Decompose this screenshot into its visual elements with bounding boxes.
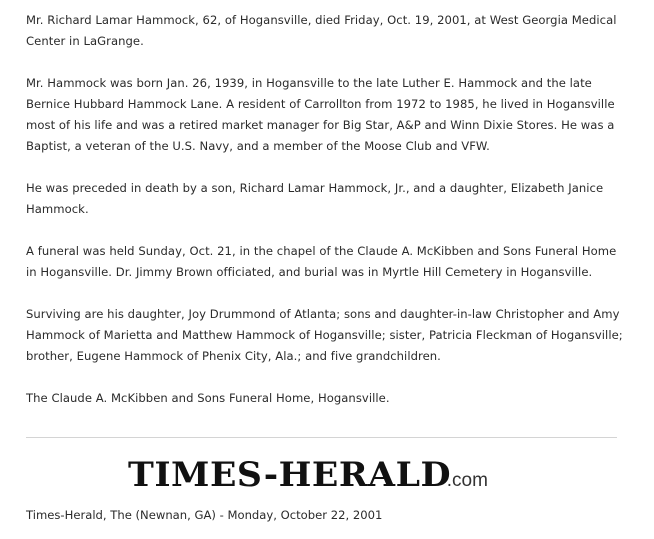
article-paragraph: A funeral was held Sunday, Oct. 21, in the chapel of the Claude A. McKibben and Sons Funeral Home in Hogansville. Dr. Jimmy Brown officiated, and burial was in Myrtle Hill Cemetery in Hogansville. (26, 244, 617, 279)
obituary-article (26, 10, 626, 430)
article-paragraph: Mr. Richard Lamar Hammock, 62, of Hogansville, died Friday, Oct. 19, 2001, at West Georgia Medical Center in LaGrange. (26, 13, 617, 48)
newspaper-masthead-logo (128, 455, 488, 495)
masthead-name: TIMES-HERALD (128, 455, 452, 495)
article-paragraph: The Claude A. McKibben and Sons Funeral Home, Hogansville. (26, 391, 390, 405)
article-paragraph: Mr. Hammock was born Jan. 26, 1939, in Hogansville to the late Luther E. Hammock and the late Bernice Hubbard Hammock Lane. A resident of Carrollton from 1972 to 1985, he lived in Hogansville most of his life and was a retired market manager for Big Star, A&P and Winn Dixie Stores. He was a Baptist, a veteran of the U.S. Navy, and a member of the Moose Club and VFW. (26, 76, 615, 153)
article-paragraph: Surviving are his daughter, Joy Drummond of Atlanta; sons and daughter-in-law Christopher and Amy Hammock of Marietta and Matthew Hammock of Hogansville; sister, Patricia Fleckman of Hogansville; brother, Eugene Hammock of Phenix City, Ala.; and five grandchildren. (26, 307, 623, 363)
divider (26, 437, 617, 438)
masthead-domain: .com (446, 470, 488, 491)
article-paragraph: He was preceded in death by a son, Richard Lamar Hammock, Jr., and a daughter, Elizabeth Janice Hammock. (26, 181, 604, 216)
source-citation: Times-Herald, The (Newnan, GA) - Monday, October 22, 2001 (26, 508, 383, 522)
